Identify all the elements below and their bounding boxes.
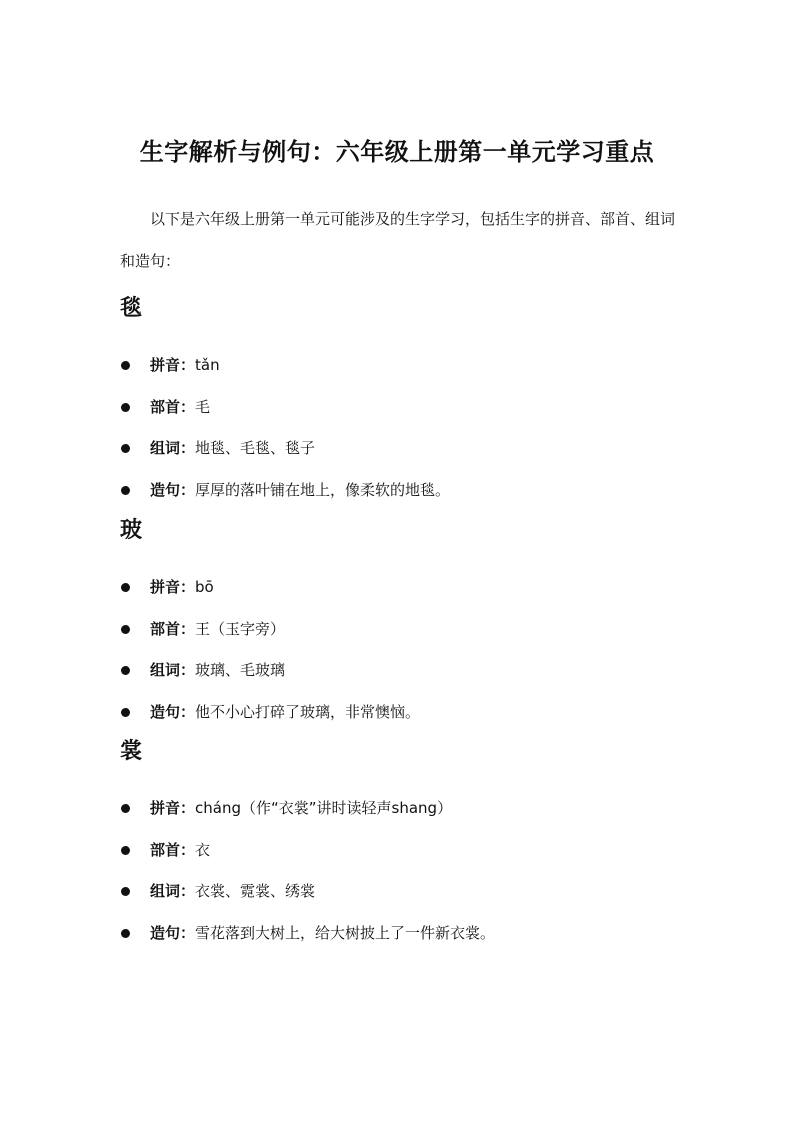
item-label: 部首： (150, 397, 196, 416)
bullet-icon (121, 444, 130, 453)
item-label: 造句： (150, 480, 196, 499)
bullet-icon (121, 887, 130, 896)
list-item (120, 913, 680, 955)
bullet-icon (121, 929, 130, 938)
item-value: 厚厚的落叶铺在地上，像柔软的地毯。 (195, 480, 451, 499)
character-detail-list (120, 788, 680, 954)
list-item (120, 692, 680, 734)
bullet-icon (121, 403, 130, 412)
item-value: 玻璃、毛玻璃 (195, 661, 286, 679)
list-item (120, 345, 680, 387)
item-value: 他不小心打碎了玻璃，非常懊恼。 (195, 702, 421, 721)
item-value: 衣裳、霓裳、绣裳 (195, 882, 316, 900)
list-item (120, 387, 680, 429)
item-value: 地毯、毛毯、毯子 (195, 439, 316, 457)
item-label: 组词： (150, 661, 196, 679)
item-value: 衣 (195, 840, 211, 859)
bullet-icon (121, 846, 130, 855)
character-detail-list (120, 345, 680, 511)
item-label: 拼音： (150, 578, 196, 596)
item-value: tǎn (195, 356, 220, 374)
item-label: 组词： (150, 882, 196, 900)
bullet-icon (121, 804, 130, 813)
item-label: 拼音： (150, 799, 196, 817)
page-title: 生字解析与例句：六年级上册第一单元学习重点 (139, 138, 655, 166)
item-label: 部首： (150, 840, 196, 859)
bullet-icon (121, 708, 130, 717)
item-value: bō (195, 578, 214, 596)
list-item (120, 830, 680, 872)
list-item (120, 567, 680, 609)
list-item (120, 428, 680, 470)
character-heading: 裳 (120, 739, 143, 764)
character-section-chang (120, 736, 680, 954)
list-item (120, 788, 680, 830)
list-item (120, 871, 680, 913)
item-value: 王（玉字旁） (195, 619, 286, 638)
character-heading: 毯 (120, 296, 143, 321)
bullet-icon (121, 583, 130, 592)
bullet-icon (121, 361, 130, 370)
intro-paragraph: 以下是六年级上册第一单元可能涉及的生字学习，包括生字的拼音、部首、组词和造句： (120, 210, 676, 270)
item-label: 组词： (150, 439, 196, 457)
bullet-icon (121, 625, 130, 634)
bullet-icon (121, 486, 130, 495)
list-item (120, 609, 680, 651)
item-value: 毛 (195, 397, 211, 416)
item-label: 造句： (150, 702, 196, 721)
bullet-icon (121, 666, 130, 675)
character-detail-list (120, 567, 680, 733)
character-section-bo (120, 515, 680, 733)
list-item (120, 470, 680, 512)
item-label: 造句： (150, 923, 196, 942)
item-value: cháng（作“衣裳”讲时读轻声shang） (195, 799, 453, 817)
character-heading: 玻 (120, 518, 143, 543)
item-label: 部首： (150, 619, 196, 638)
list-item (120, 650, 680, 692)
item-label: 拼音： (150, 356, 196, 374)
character-section-tan (120, 293, 680, 511)
item-value: 雪花落到大树上，给大树披上了一件新衣裳。 (195, 923, 496, 942)
